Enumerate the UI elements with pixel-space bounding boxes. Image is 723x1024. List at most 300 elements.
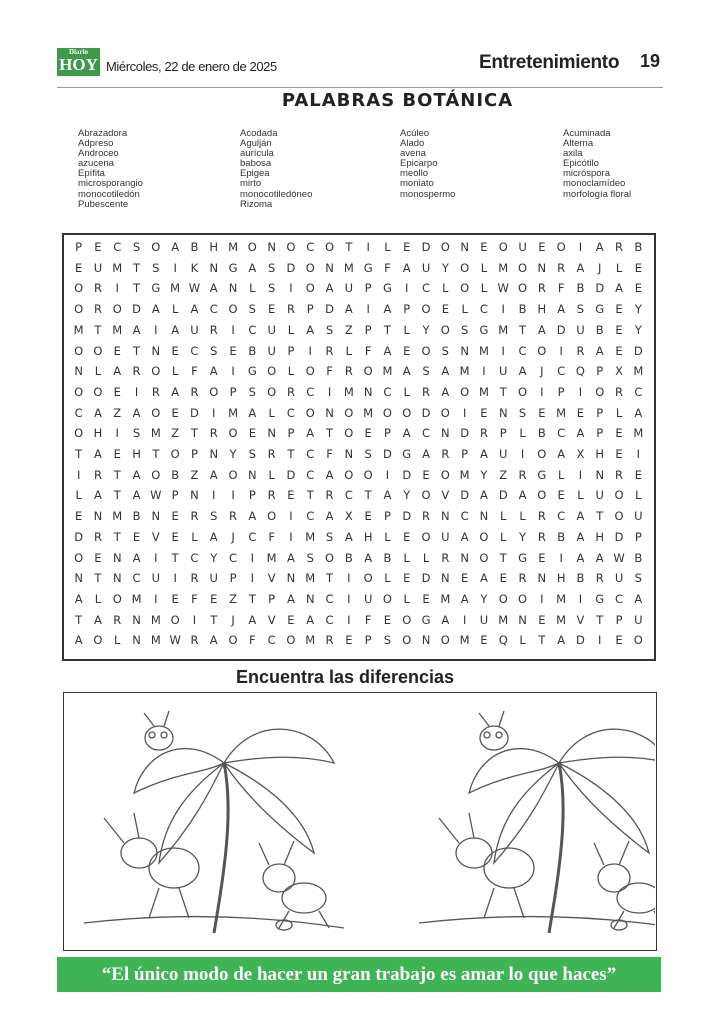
grid-letter[interactable]: M bbox=[305, 529, 316, 544]
grid-letter[interactable]: I bbox=[366, 302, 370, 317]
grid-letter[interactable]: I bbox=[578, 240, 583, 254]
grid-letter[interactable]: P bbox=[634, 529, 642, 544]
grid-letter[interactable]: L bbox=[500, 509, 507, 524]
grid-letter[interactable]: T bbox=[190, 426, 198, 441]
grid-letter[interactable]: N bbox=[441, 426, 450, 441]
grid-letter[interactable]: S bbox=[306, 550, 314, 565]
grid-letter[interactable]: O bbox=[460, 260, 470, 275]
grid-letter[interactable]: L bbox=[577, 488, 584, 503]
grid-letter[interactable]: C bbox=[518, 343, 527, 358]
grid-letter[interactable]: E bbox=[403, 240, 411, 254]
grid-letter[interactable]: E bbox=[615, 302, 623, 317]
grid-letter[interactable]: V bbox=[151, 529, 160, 544]
grid-letter[interactable]: R bbox=[132, 364, 141, 379]
grid-letter[interactable]: B bbox=[634, 240, 643, 254]
grid-letter[interactable]: P bbox=[364, 633, 372, 648]
grid-letter[interactable]: E bbox=[634, 467, 642, 482]
grid-letter[interactable]: R bbox=[344, 364, 353, 379]
grid-letter[interactable]: I bbox=[154, 550, 158, 565]
grid-letter[interactable]: V bbox=[267, 571, 276, 586]
grid-letter[interactable]: A bbox=[383, 343, 392, 358]
grid-letter[interactable]: R bbox=[209, 322, 218, 337]
grid-letter[interactable]: T bbox=[113, 529, 121, 544]
grid-letter[interactable]: O bbox=[170, 612, 180, 627]
grid-letter[interactable]: I bbox=[308, 343, 312, 358]
grid-letter[interactable]: O bbox=[209, 384, 219, 399]
grid-letter[interactable]: D bbox=[595, 281, 605, 296]
grid-letter[interactable]: O bbox=[556, 240, 566, 254]
grid-letter[interactable]: O bbox=[537, 343, 547, 358]
grid-letter[interactable]: R bbox=[441, 447, 450, 461]
grid-letter[interactable]: L bbox=[519, 509, 526, 524]
grid-letter[interactable]: B bbox=[383, 550, 392, 565]
grid-letter[interactable]: I bbox=[212, 405, 216, 420]
grid-letter[interactable]: E bbox=[634, 281, 642, 296]
grid-letter[interactable]: P bbox=[383, 426, 391, 441]
grid-letter[interactable]: M bbox=[266, 550, 277, 565]
grid-letter[interactable]: S bbox=[422, 364, 430, 379]
grid-letter[interactable]: R bbox=[325, 343, 334, 358]
grid-letter[interactable]: C bbox=[306, 509, 315, 524]
grid-letter[interactable]: R bbox=[441, 550, 450, 565]
grid-letter[interactable]: A bbox=[209, 364, 218, 379]
grid-letter[interactable]: A bbox=[634, 405, 643, 420]
grid-letter[interactable]: G bbox=[382, 281, 392, 296]
grid-letter[interactable]: P bbox=[557, 384, 565, 399]
grid-letter[interactable]: M bbox=[478, 384, 489, 399]
grid-letter[interactable]: Y bbox=[210, 550, 218, 565]
grid-letter[interactable]: I bbox=[76, 467, 81, 482]
grid-letter[interactable]: T bbox=[287, 447, 295, 461]
grid-letter[interactable]: O bbox=[498, 591, 508, 606]
grid-letter[interactable]: A bbox=[306, 612, 315, 627]
grid-letter[interactable]: R bbox=[518, 571, 527, 586]
grid-letter[interactable]: N bbox=[460, 343, 469, 358]
grid-letter[interactable]: R bbox=[151, 384, 160, 399]
grid-letter[interactable]: M bbox=[112, 509, 123, 524]
grid-letter[interactable]: C bbox=[557, 509, 566, 524]
grid-letter[interactable]: R bbox=[93, 467, 102, 482]
grid-letter[interactable]: O bbox=[537, 488, 547, 503]
grid-letter[interactable]: E bbox=[132, 529, 141, 544]
grid-letter[interactable]: V bbox=[576, 612, 585, 627]
grid-letter[interactable]: O bbox=[247, 240, 257, 254]
grid-letter[interactable]: O bbox=[74, 550, 84, 565]
grid-letter[interactable]: R bbox=[615, 467, 624, 482]
grid-letter[interactable]: R bbox=[537, 529, 546, 544]
grid-letter[interactable]: O bbox=[421, 343, 431, 358]
grid-letter[interactable]: D bbox=[576, 633, 585, 648]
grid-letter[interactable]: T bbox=[306, 488, 314, 503]
grid-letter[interactable]: O bbox=[479, 529, 489, 544]
grid-letter[interactable]: A bbox=[383, 302, 392, 317]
grid-letter[interactable]: Y bbox=[422, 322, 430, 337]
grid-letter[interactable]: T bbox=[499, 550, 507, 565]
grid-letter[interactable]: L bbox=[403, 322, 410, 337]
grid-letter[interactable]: S bbox=[634, 571, 642, 586]
grid-letter[interactable]: L bbox=[345, 343, 353, 358]
grid-letter[interactable]: D bbox=[383, 447, 392, 461]
grid-letter[interactable]: K bbox=[190, 260, 199, 275]
grid-letter[interactable]: N bbox=[325, 405, 334, 420]
grid-letter[interactable]: S bbox=[248, 447, 256, 461]
grid-letter[interactable]: I bbox=[405, 281, 409, 296]
grid-letter[interactable]: A bbox=[402, 426, 411, 441]
grid-letter[interactable]: O bbox=[151, 240, 161, 254]
grid-letter[interactable]: C bbox=[557, 426, 566, 441]
grid-letter[interactable]: A bbox=[344, 529, 353, 544]
grid-letter[interactable]: D bbox=[498, 488, 508, 503]
grid-letter[interactable]: U bbox=[499, 447, 508, 461]
grid-letter[interactable]: O bbox=[440, 633, 450, 648]
grid-letter[interactable]: R bbox=[286, 384, 295, 399]
grid-letter[interactable]: N bbox=[248, 467, 257, 482]
grid-letter[interactable]: G bbox=[595, 591, 605, 606]
grid-letter[interactable]: A bbox=[344, 302, 353, 317]
grid-letter[interactable]: H bbox=[93, 426, 103, 441]
grid-letter[interactable]: I bbox=[462, 612, 467, 627]
grid-letter[interactable]: P bbox=[403, 302, 411, 317]
grid-letter[interactable]: O bbox=[518, 281, 528, 296]
grid-letter[interactable]: A bbox=[364, 550, 373, 565]
grid-letter[interactable]: O bbox=[74, 384, 84, 399]
grid-letter[interactable]: O bbox=[228, 426, 238, 441]
grid-letter[interactable]: E bbox=[441, 302, 449, 317]
grid-letter[interactable]: N bbox=[498, 405, 508, 420]
grid-letter[interactable]: A bbox=[576, 550, 585, 565]
grid-letter[interactable]: T bbox=[596, 509, 604, 524]
grid-letter[interactable]: D bbox=[460, 426, 470, 441]
grid-letter[interactable]: L bbox=[191, 529, 198, 544]
grid-letter[interactable]: Z bbox=[229, 591, 237, 606]
grid-letter[interactable]: E bbox=[171, 343, 179, 358]
grid-letter[interactable]: C bbox=[190, 343, 199, 358]
grid-letter[interactable]: C bbox=[306, 240, 315, 254]
grid-letter[interactable]: W bbox=[497, 281, 509, 296]
grid-letter[interactable]: E bbox=[576, 405, 585, 420]
grid-letter[interactable]: A bbox=[325, 467, 334, 482]
grid-letter[interactable]: L bbox=[114, 633, 121, 648]
grid-letter[interactable]: E bbox=[615, 633, 623, 648]
grid-letter[interactable]: F bbox=[557, 281, 565, 296]
grid-letter[interactable]: T bbox=[210, 612, 218, 627]
grid-letter[interactable]: B bbox=[132, 509, 141, 524]
grid-letter[interactable]: R bbox=[190, 384, 199, 399]
grid-letter[interactable]: I bbox=[347, 612, 351, 627]
grid-letter[interactable]: R bbox=[422, 384, 431, 399]
grid-letter[interactable]: W bbox=[188, 281, 201, 296]
grid-letter[interactable]: O bbox=[440, 322, 450, 337]
grid-letter[interactable]: A bbox=[557, 633, 566, 648]
grid-letter[interactable]: L bbox=[519, 633, 526, 648]
grid-letter[interactable]: S bbox=[248, 384, 256, 399]
grid-letter[interactable]: I bbox=[347, 571, 351, 586]
grid-letter[interactable]: Z bbox=[171, 426, 180, 441]
grid-letter[interactable]: E bbox=[94, 550, 102, 565]
grid-letter[interactable]: P bbox=[461, 447, 469, 461]
grid-letter[interactable]: C bbox=[286, 405, 295, 420]
grid-letter[interactable]: D bbox=[614, 529, 624, 544]
grid-letter[interactable]: M bbox=[556, 612, 567, 627]
grid-letter[interactable]: S bbox=[325, 322, 334, 337]
grid-letter[interactable]: H bbox=[595, 447, 605, 461]
grid-letter[interactable]: E bbox=[480, 633, 488, 648]
grid-letter[interactable]: S bbox=[460, 322, 469, 337]
grid-letter[interactable]: C bbox=[306, 467, 315, 482]
grid-letter[interactable]: A bbox=[248, 260, 257, 275]
grid-letter[interactable]: O bbox=[363, 364, 373, 379]
grid-letter[interactable]: S bbox=[210, 343, 218, 358]
grid-letter[interactable]: L bbox=[500, 529, 507, 544]
grid-letter[interactable]: E bbox=[113, 384, 121, 399]
grid-letter[interactable]: A bbox=[306, 322, 315, 337]
grid-letter[interactable]: D bbox=[402, 509, 412, 524]
grid-letter[interactable]: O bbox=[151, 467, 161, 482]
grid-letter[interactable]: O bbox=[93, 384, 103, 399]
grid-letter[interactable]: E bbox=[171, 405, 179, 420]
grid-letter[interactable]: S bbox=[132, 426, 141, 441]
grid-letter[interactable]: N bbox=[518, 612, 527, 627]
grid-letter[interactable]: O bbox=[440, 405, 450, 420]
grid-letter[interactable]: E bbox=[364, 426, 372, 441]
grid-letter[interactable]: B bbox=[171, 467, 180, 482]
grid-letter[interactable]: E bbox=[615, 426, 623, 441]
grid-letter[interactable]: O bbox=[267, 509, 277, 524]
grid-letter[interactable]: L bbox=[171, 302, 179, 317]
grid-letter[interactable]: R bbox=[229, 509, 238, 524]
grid-letter[interactable]: O bbox=[305, 260, 315, 275]
grid-letter[interactable]: O bbox=[382, 591, 392, 606]
grid-letter[interactable]: O bbox=[170, 447, 180, 461]
grid-letter[interactable]: M bbox=[382, 364, 393, 379]
grid-letter[interactable]: L bbox=[268, 405, 275, 420]
grid-letter[interactable]: D bbox=[190, 405, 199, 420]
grid-letter[interactable]: C bbox=[306, 447, 315, 461]
grid-letter[interactable]: T bbox=[152, 447, 160, 461]
grid-letter[interactable]: N bbox=[267, 240, 276, 254]
grid-letter[interactable]: O bbox=[228, 302, 238, 317]
grid-letter[interactable]: P bbox=[287, 343, 295, 358]
grid-letter[interactable]: E bbox=[210, 591, 218, 606]
grid-letter[interactable]: F bbox=[191, 364, 198, 379]
grid-letter[interactable]: G bbox=[518, 550, 527, 565]
grid-letter[interactable]: N bbox=[305, 591, 315, 606]
grid-letter[interactable]: S bbox=[132, 240, 141, 254]
grid-letter[interactable]: N bbox=[74, 364, 83, 379]
grid-letter[interactable]: M bbox=[150, 633, 161, 648]
grid-letter[interactable]: N bbox=[112, 571, 122, 586]
grid-letter[interactable]: I bbox=[250, 550, 255, 565]
grid-letter[interactable]: T bbox=[75, 612, 83, 627]
grid-letter[interactable]: D bbox=[286, 467, 296, 482]
grid-letter[interactable]: R bbox=[190, 509, 199, 524]
grid-letter[interactable]: F bbox=[384, 260, 391, 275]
grid-letter[interactable]: N bbox=[344, 447, 354, 461]
grid-letter[interactable]: L bbox=[384, 529, 391, 544]
grid-letter[interactable]: I bbox=[578, 384, 583, 399]
grid-letter[interactable]: A bbox=[383, 488, 392, 503]
grid-letter[interactable]: O bbox=[286, 240, 296, 254]
grid-letter[interactable]: O bbox=[518, 384, 528, 399]
grid-letter[interactable]: A bbox=[634, 591, 643, 606]
grid-letter[interactable]: A bbox=[287, 550, 295, 565]
grid-letter[interactable]: O bbox=[518, 591, 528, 606]
grid-letter[interactable]: O bbox=[74, 426, 84, 441]
grid-letter[interactable]: T bbox=[499, 384, 507, 399]
grid-letter[interactable]: A bbox=[248, 509, 257, 524]
grid-letter[interactable]: T bbox=[364, 488, 372, 503]
grid-letter[interactable]: A bbox=[113, 364, 122, 379]
grid-letter[interactable]: I bbox=[192, 612, 197, 627]
grid-letter[interactable]: A bbox=[94, 488, 102, 503]
grid-letter[interactable]: G bbox=[247, 364, 257, 379]
grid-letter[interactable]: L bbox=[442, 281, 449, 296]
grid-letter[interactable]: A bbox=[325, 281, 334, 296]
grid-letter[interactable]: I bbox=[636, 447, 641, 461]
grid-letter[interactable]: R bbox=[518, 467, 527, 482]
grid-letter[interactable]: Y bbox=[229, 447, 237, 461]
grid-letter[interactable]: U bbox=[209, 571, 218, 586]
grid-letter[interactable]: I bbox=[250, 571, 255, 586]
grid-letter[interactable]: S bbox=[441, 343, 449, 358]
grid-letter[interactable]: F bbox=[326, 364, 333, 379]
grid-letter[interactable]: U bbox=[518, 240, 527, 254]
grid-letter[interactable]: I bbox=[231, 488, 235, 503]
grid-letter[interactable]: R bbox=[479, 426, 488, 441]
grid-letter[interactable]: E bbox=[287, 612, 295, 627]
grid-letter[interactable]: L bbox=[94, 591, 102, 606]
grid-letter[interactable]: T bbox=[113, 467, 121, 482]
grid-letter[interactable]: B bbox=[576, 281, 585, 296]
grid-letter[interactable]: O bbox=[402, 633, 412, 648]
grid-letter[interactable]: P bbox=[306, 302, 314, 317]
grid-letter[interactable]: N bbox=[132, 612, 141, 627]
grid-letter[interactable]: P bbox=[364, 322, 372, 337]
grid-letter[interactable]: P bbox=[596, 364, 604, 379]
grid-letter[interactable]: B bbox=[557, 529, 566, 544]
grid-letter[interactable]: E bbox=[615, 343, 623, 358]
grid-letter[interactable]: R bbox=[325, 633, 334, 648]
grid-letter[interactable]: P bbox=[268, 591, 276, 606]
grid-letter[interactable]: M bbox=[440, 591, 451, 606]
grid-letter[interactable]: V bbox=[267, 612, 276, 627]
grid-letter[interactable]: A bbox=[595, 240, 604, 254]
grid-letter[interactable]: L bbox=[384, 571, 391, 586]
grid-letter[interactable]: O bbox=[344, 405, 354, 420]
grid-letter[interactable]: M bbox=[459, 633, 470, 648]
grid-letter[interactable]: I bbox=[115, 426, 119, 441]
grid-letter[interactable]: V bbox=[441, 488, 450, 503]
grid-letter[interactable]: M bbox=[363, 405, 374, 420]
grid-letter[interactable]: T bbox=[345, 240, 353, 254]
grid-letter[interactable]: P bbox=[287, 426, 295, 441]
grid-letter[interactable]: T bbox=[133, 343, 141, 358]
grid-letter[interactable]: R bbox=[267, 447, 276, 461]
grid-letter[interactable]: M bbox=[131, 591, 142, 606]
grid-letter[interactable]: I bbox=[559, 550, 563, 565]
grid-letter[interactable]: I bbox=[366, 240, 370, 254]
grid-letter[interactable]: O bbox=[614, 488, 624, 503]
grid-letter[interactable]: T bbox=[94, 571, 102, 586]
grid-letter[interactable]: N bbox=[479, 509, 489, 524]
grid-letter[interactable]: M bbox=[228, 240, 238, 254]
grid-letter[interactable]: M bbox=[170, 281, 181, 296]
grid-letter[interactable]: A bbox=[402, 260, 411, 275]
grid-letter[interactable]: A bbox=[209, 529, 218, 544]
grid-letter[interactable]: T bbox=[596, 612, 604, 627]
grid-letter[interactable]: O bbox=[228, 633, 238, 648]
grid-letter[interactable]: L bbox=[480, 260, 488, 275]
grid-letter[interactable]: I bbox=[347, 591, 351, 606]
grid-letter[interactable]: E bbox=[113, 343, 121, 358]
grid-letter[interactable]: A bbox=[441, 612, 450, 627]
grid-letter[interactable]: E bbox=[94, 240, 102, 254]
grid-letter[interactable]: C bbox=[267, 633, 276, 648]
grid-letter[interactable]: A bbox=[209, 633, 218, 648]
grid-letter[interactable]: F bbox=[364, 612, 372, 627]
grid-letter[interactable]: H bbox=[363, 529, 373, 544]
grid-letter[interactable]: O bbox=[286, 633, 296, 648]
grid-letter[interactable]: A bbox=[171, 384, 180, 399]
grid-letter[interactable]: Y bbox=[480, 591, 488, 606]
grid-letter[interactable]: E bbox=[268, 302, 276, 317]
grid-letter[interactable]: U bbox=[267, 322, 276, 337]
grid-letter[interactable]: U bbox=[499, 364, 508, 379]
grid-letter[interactable]: N bbox=[151, 343, 161, 358]
grid-letter[interactable]: S bbox=[267, 260, 276, 275]
grid-letter[interactable]: O bbox=[112, 591, 122, 606]
grid-letter[interactable]: P bbox=[229, 384, 237, 399]
grid-letter[interactable]: A bbox=[576, 529, 585, 544]
grid-letter[interactable]: E bbox=[229, 343, 237, 358]
grid-letter[interactable]: D bbox=[556, 322, 566, 337]
grid-letter[interactable]: C bbox=[325, 612, 334, 627]
grid-letter[interactable]: C bbox=[74, 405, 83, 420]
grid-letter[interactable]: E bbox=[461, 571, 469, 586]
grid-letter[interactable]: O bbox=[112, 302, 122, 317]
grid-letter[interactable]: C bbox=[557, 364, 566, 379]
grid-letter[interactable]: I bbox=[212, 488, 216, 503]
grid-letter[interactable]: N bbox=[537, 571, 547, 586]
grid-letter[interactable]: A bbox=[74, 633, 83, 648]
grid-letter[interactable]: N bbox=[74, 571, 83, 586]
grid-letter[interactable]: B bbox=[518, 302, 527, 317]
grid-letter[interactable]: N bbox=[228, 281, 238, 296]
grid-letter[interactable]: G bbox=[151, 281, 161, 296]
grid-letter[interactable]: C bbox=[190, 550, 199, 565]
grid-letter[interactable]: E bbox=[615, 322, 623, 337]
grid-letter[interactable]: I bbox=[385, 467, 390, 482]
grid-letter[interactable]: W bbox=[169, 633, 181, 648]
grid-letter[interactable]: O bbox=[363, 467, 373, 482]
grid-letter[interactable]: N bbox=[421, 633, 431, 648]
grid-letter[interactable]: U bbox=[151, 571, 161, 586]
grid-letter[interactable]: I bbox=[154, 322, 158, 337]
grid-letter[interactable]: O bbox=[595, 384, 605, 399]
grid-letter[interactable]: T bbox=[519, 322, 527, 337]
grid-letter[interactable]: L bbox=[422, 550, 430, 565]
grid-letter[interactable]: L bbox=[268, 467, 275, 482]
grid-letter[interactable]: A bbox=[171, 240, 180, 254]
grid-letter[interactable]: P bbox=[229, 571, 237, 586]
grid-letter[interactable]: A bbox=[441, 364, 450, 379]
grid-letter[interactable]: N bbox=[325, 260, 334, 275]
grid-letter[interactable]: I bbox=[520, 447, 525, 461]
grid-letter[interactable]: A bbox=[537, 322, 546, 337]
grid-letter[interactable]: E bbox=[422, 591, 430, 606]
grid-letter[interactable]: Y bbox=[480, 467, 488, 482]
grid-letter[interactable]: M bbox=[498, 260, 509, 275]
